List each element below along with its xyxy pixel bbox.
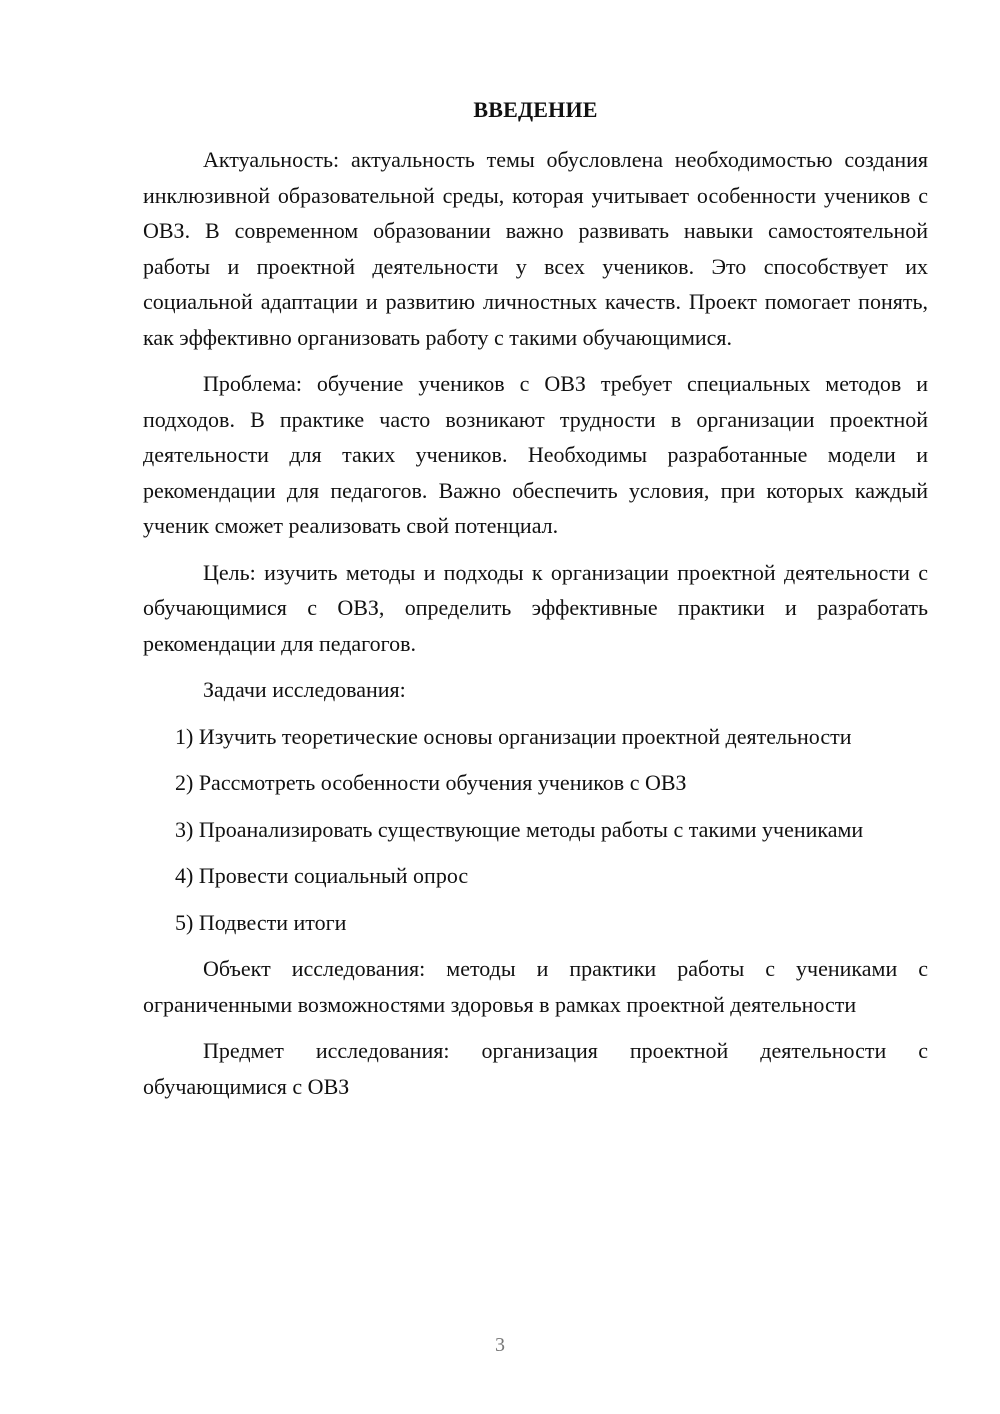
page-content [143,94,928,1115]
object-paragraph: Объект исследования: методы и практики работы с учениками с ограниченными возможностями здоровья в рамках проектной деятельности [143,956,928,1017]
goal-paragraph: Цель: изучить методы и подходы к организации проектной деятельности с обучающимися с ОВЗ, определить эффективные практики и разработать рекомендации для педагогов. [143,559,928,656]
task-item-1: 1) Изучить теоретические основы организации проектной деятельности [175,723,852,749]
task-item-3: 3) Проанализировать существующие методы работы с такими учениками [175,816,864,842]
relevance-paragraph: Актуальность: актуальность темы обусловлена необходимостью создания инклюзивной образовательной среды, которая учитывает особенности учеников с ОВЗ. В современном образовании важно развивать навыки самостоятельной работы и проектной деятельности у всех учеников. Это способствует их социальной адаптации и развитию личностных качеств. Проект помогает понять, как эффективно организовать работу с такими обучающимися. [143,147,928,350]
task-item-4: 4) Провести социальный опрос [175,863,469,888]
task-item-5: 5) Подвести итоги [175,909,347,935]
problem-paragraph: Проблема: обучение учеников с ОВЗ требует специальных методов и подходов. В практике часто возникают трудности в организации проектной деятельности для таких учеников. Необходимы разработанные модели и рекомендации для педагогов. Важно обеспечить условия, при которых каждый ученик сможет реализовать свой потенциал. [143,371,928,538]
subject-paragraph: Предмет исследования: организация проектной деятельности с обучающимися с ОВЗ [143,1038,928,1099]
page-number: 3 [495,1334,505,1356]
tasks-heading: Задачи исследования: [203,677,406,702]
task-item-2: 2) Рассмотреть особенности обучения учеников с ОВЗ [175,770,687,795]
page-title: ВВЕДЕНИЕ [473,97,598,122]
